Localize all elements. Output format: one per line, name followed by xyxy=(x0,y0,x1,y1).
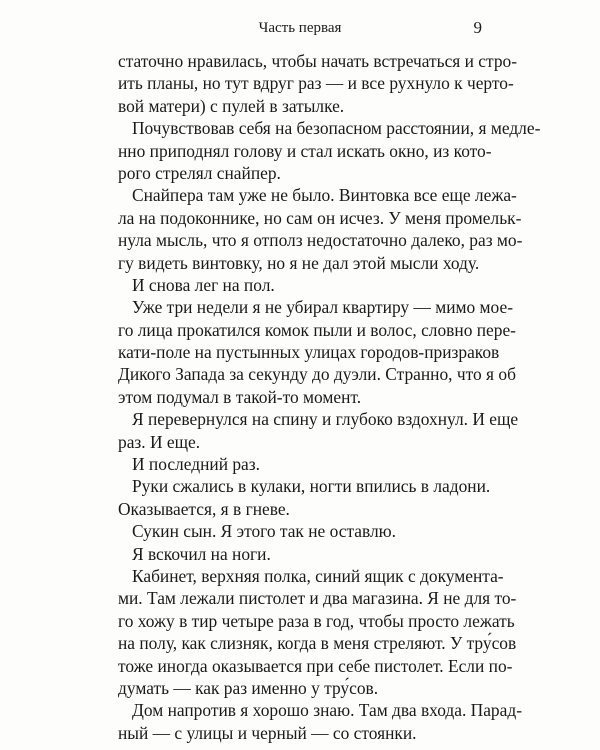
text-line: Снайпера там уже не было. Винтовка все еще лежа- xyxy=(132,185,517,206)
text-line: раз. И еще. xyxy=(118,431,201,452)
text-line: гу видеть винтовку, но я не дал этой мысли ходу. xyxy=(118,252,480,273)
page-number: 9 xyxy=(473,18,482,37)
running-header xyxy=(0,18,600,42)
text-line: нула мысль, что я отполз недостаточно далеко, раз мо- xyxy=(118,230,523,251)
text-line: вой матери) с пулей в затылке. xyxy=(118,95,345,116)
text-line: И снова лег на пол. xyxy=(132,274,275,295)
text-line: Почувствовав себя на безопасном расстоянии, я медле- xyxy=(132,118,541,139)
text-line: ный — с улицы и черный — со стоянки. xyxy=(118,722,417,743)
text-line: на полу, как слизняк, когда в меня стреляют. У тру́сов xyxy=(118,633,517,654)
text-line: Оказывается, я в гневе. xyxy=(118,498,290,519)
text-line: этом подумал в такой-то момент. xyxy=(118,386,362,407)
text-line: Я вскочил на ноги. xyxy=(132,543,271,564)
text-line: думать — как раз именно у тру́сов. xyxy=(118,677,379,698)
text-line: Дом напротив я хорошо знаю. Там два входа. Парад- xyxy=(132,700,522,721)
text-line: Уже три недели я не убирал квартиру — мимо мое- xyxy=(132,297,513,318)
text-line: рого стрелял снайпер. xyxy=(118,162,281,183)
body-text xyxy=(118,50,541,744)
text-line: Я перевернулся на спину и глубоко вздохнул. И еще xyxy=(132,409,519,430)
text-line: ить планы, но тут вдруг раз — и все рухнуло к черто- xyxy=(118,73,514,94)
text-line: Сукин сын. Я этого так не оставлю. xyxy=(132,521,396,542)
text-line: кати-поле на пустынных улицах городов-призраков xyxy=(118,342,500,363)
text-line: тоже иногда оказывается при себе пистолет. Если по- xyxy=(118,655,513,676)
text-line: го лица прокатился комок пыли и волос, словно пере- xyxy=(118,319,516,340)
text-line: ла на подоконнике, но сам он исчез. У меня промельк- xyxy=(118,207,522,228)
running-title: Часть первая xyxy=(258,20,342,36)
text-line: Руки сжались в кулаки, ногти впились в ладони. xyxy=(132,476,491,497)
text-line: И последний раз. xyxy=(132,454,260,475)
text-line: статочно нравилась, чтобы начать встречаться и стро- xyxy=(118,51,518,71)
text-line: ми. Там лежали пистолет и два магазина. Я не для то- xyxy=(118,588,517,609)
text-line: нно приподнял голову и стал искать окно, из кото- xyxy=(118,140,492,161)
text-line: Кабинет, верхняя полка, синий ящик с документа- xyxy=(132,565,504,586)
text-line: го хожу в тир четыре раза в год, чтобы просто лежать xyxy=(118,610,515,631)
text-line: Дикого Запада за секунду до дуэли. Странно, что я об xyxy=(118,364,516,385)
